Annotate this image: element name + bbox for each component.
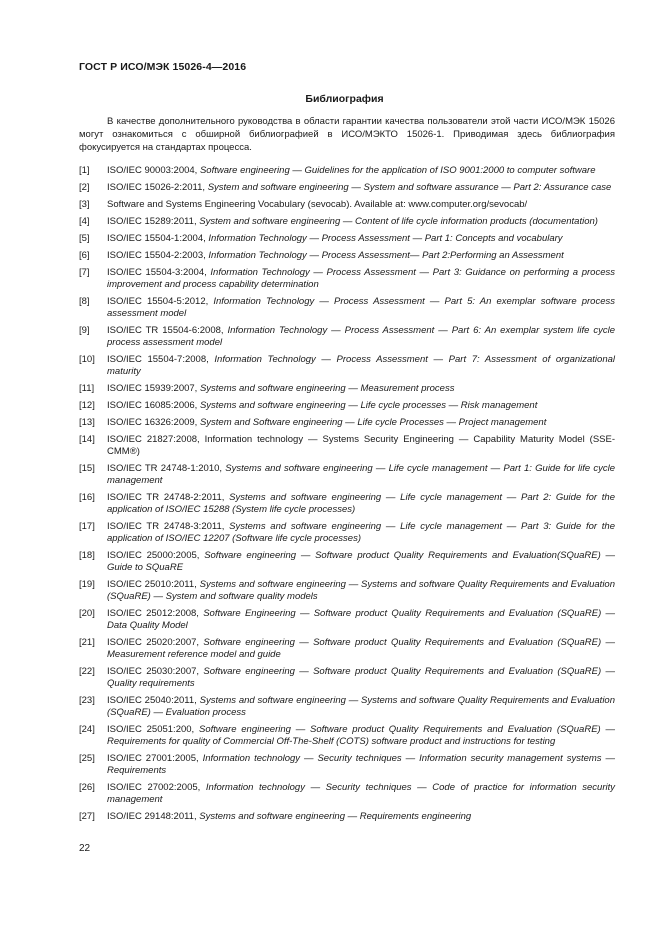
- reference-text: [107, 695, 615, 718]
- reference-text: [107, 417, 546, 428]
- reference-item: [79, 400, 615, 412]
- reference-number: [17]: [79, 521, 95, 532]
- reference-item: [79, 550, 615, 574]
- reference-item: [79, 182, 615, 194]
- reference-number: [14]: [79, 434, 95, 445]
- reference-designation: ISO/IEC 25012:2008,: [107, 608, 204, 619]
- reference-designation: ISO/IEC 15504-7:2008,: [107, 354, 215, 365]
- reference-text: [107, 811, 471, 822]
- reference-number: [18]: [79, 550, 95, 561]
- reference-item: [79, 417, 615, 429]
- reference-designation: ISO/IEC 16085:2006,: [107, 400, 200, 411]
- reference-item: [79, 724, 615, 748]
- reference-designation: ISO/IEC 15504-1:2004,: [107, 233, 209, 244]
- reference-designation: ISO/IEC 27002:2005,: [107, 782, 206, 793]
- reference-number: [25]: [79, 753, 95, 764]
- reference-title: Systems and software engineering — Measurement process: [199, 383, 455, 394]
- reference-text: [107, 782, 615, 805]
- reference-title: Information Technology — Process Assessment — Part 7: Assessment of organizational maturity: [107, 354, 615, 377]
- reference-designation: ISO/IEC 25051:200,: [107, 724, 199, 735]
- reference-text: [107, 400, 537, 411]
- reference-item: [79, 521, 615, 545]
- reference-title: Systems and software engineering — Life cycle management — Part 3: Guide for the application of ISO/IEC 12207 (Software life cycle processes): [107, 521, 616, 544]
- reference-text: [107, 434, 615, 457]
- reference-designation: ISO/IEC TR 24748-2:2011,: [107, 492, 230, 503]
- standard-designation: ГОСТ Р ИСО/МЭК 15026-4—2016: [79, 61, 247, 73]
- reference-item: [79, 782, 615, 806]
- reference-number: [19]: [79, 579, 95, 590]
- reference-item: [79, 579, 615, 603]
- reference-number: [26]: [79, 782, 95, 793]
- reference-title: Information Technology — Process Assessment — Part 1: Concepts and vocabulary: [208, 233, 563, 244]
- reference-text: [107, 637, 615, 660]
- reference-title: Information technology — Security techniques — Information security management systems — Requirements: [107, 753, 615, 776]
- reference-title: Systems and software engineering — Requirements engineering: [199, 811, 472, 822]
- reference-title: Software engineering — Software product Quality Requirements and Evaluation (SQuaRE) — Quality requirements: [107, 666, 616, 689]
- reference-item: [79, 463, 615, 487]
- reference-item: [79, 216, 615, 228]
- reference-designation: ISO/IEC 15504-5:2012,: [107, 296, 214, 307]
- reference-designation: ISO/IEC 16326:2009,: [107, 417, 200, 428]
- reference-number: [16]: [79, 492, 95, 503]
- reference-designation: ISO/IEC 25040:2011,: [107, 695, 200, 706]
- reference-designation: ISO/IEC 15504-2:2003,: [107, 250, 209, 261]
- reference-text: [107, 296, 615, 319]
- reference-designation: ISO/IEC TR 24748-1:2010,: [107, 463, 226, 474]
- reference-item: [79, 811, 615, 823]
- reference-item: [79, 199, 615, 211]
- reference-text: [107, 165, 596, 176]
- reference-designation: ISO/IEC 15939:2007,: [107, 383, 200, 394]
- reference-title: Systems and software engineering — Systems and software Quality Requirements and Evaluation (SQuaRE) — System and software quality models: [107, 579, 615, 602]
- reference-text: [107, 199, 527, 210]
- reference-title: System and software engineering — Content of life cycle information products (documentation): [199, 216, 598, 227]
- reference-designation: ISO/IEC TR 15504-6:2008,: [107, 325, 228, 336]
- reference-number: [3]: [79, 199, 90, 210]
- reference-number: [11]: [79, 383, 95, 394]
- reference-item: [79, 165, 615, 177]
- reference-item: [79, 492, 615, 516]
- reference-title: Systems and software engineering — Life cycle processes — Risk management: [199, 400, 538, 411]
- reference-item: [79, 325, 615, 349]
- reference-number: [2]: [79, 182, 90, 193]
- reference-item: [79, 233, 615, 245]
- reference-text: [107, 233, 563, 244]
- reference-title: Software engineering — Guidelines for the application of ISO 9001:2000 to computer software: [199, 165, 596, 176]
- reference-text: [107, 492, 615, 515]
- reference-text: [107, 608, 615, 631]
- reference-title: Systems and software engineering — Life cycle management — Part 2: Guide for the application of ISO/IEC 15288 (System life cycle processes): [107, 492, 616, 515]
- reference-text: [107, 383, 454, 394]
- reference-designation: ISO/IEC 15504-3:2004,: [107, 267, 211, 278]
- reference-number: [15]: [79, 463, 95, 474]
- reference-text: [107, 724, 615, 747]
- reference-item: [79, 267, 615, 291]
- reference-number: [22]: [79, 666, 95, 677]
- reference-item: [79, 383, 615, 395]
- reference-number: [1]: [79, 165, 90, 176]
- reference-text: [107, 182, 611, 193]
- reference-item: [79, 250, 615, 262]
- reference-number: [13]: [79, 417, 95, 428]
- reference-designation: ISO/IEC 25030:2007,: [107, 666, 204, 677]
- reference-text: [107, 666, 615, 689]
- reference-text: [107, 267, 615, 290]
- reference-item: [79, 354, 615, 378]
- reference-number: [20]: [79, 608, 95, 619]
- reference-text: [107, 521, 615, 544]
- reference-title: Systems and software engineering — Life cycle management — Part 1: Guide for life cycle management: [107, 463, 616, 486]
- reference-text: [107, 216, 598, 227]
- reference-designation: Software and Systems Engineering Vocabulary (sevocab). Available at: www.computer.org/sevocab/: [107, 199, 528, 210]
- reference-designation: ISO/IEC 21827:2008, Information technology — Systems Security Engineering — Capability Maturity Model (SSE-CMM®): [107, 434, 615, 457]
- reference-designation: ISO/IEC 25000:2005,: [107, 550, 205, 561]
- reference-text: [107, 250, 564, 261]
- intro-paragraph: В качестве дополнительного руководства в области гарантии качества пользователи этой части ИСО/МЭК 15026 могут ознакомиться с обширной библиографией в ИСО/МЭКТО 15026-1. Приводимая здесь библиография фокусируется на стандартах процесса.: [79, 116, 615, 153]
- reference-title: Software engineering — Software product Quality Requirements and Evaluation (SQuaRE) — Measurement reference model and guide: [107, 637, 616, 660]
- reference-item: [79, 434, 615, 458]
- reference-item: [79, 666, 615, 690]
- reference-item: [79, 296, 615, 320]
- reference-title: Information Technology — Process Assessment— Part 2:Performing an Assessment: [208, 250, 564, 261]
- reference-number: [24]: [79, 724, 95, 735]
- reference-title: Software engineering — Software product Quality Requirements and Evaluation(SQuaRE) — Guide to SQuaRE: [107, 550, 616, 573]
- reference-text: [107, 753, 615, 776]
- reference-designation: ISO/IEC 27001:2005,: [107, 753, 203, 764]
- reference-text: [107, 550, 615, 573]
- bibliography-heading: Библиография: [305, 93, 384, 105]
- reference-designation: ISO/IEC 90003:2004,: [107, 165, 200, 176]
- reference-list: [79, 165, 615, 828]
- reference-designation: ISO/IEC 15289:2011,: [107, 216, 200, 227]
- reference-title: Systems and software engineering — Systems and software Quality Requirements and Evaluation (SQuaRE) — Evaluation process: [107, 695, 615, 718]
- reference-title: Information Technology — Process Assessment — Part 3: Guidance on performing a process improvement and process capability determination: [107, 267, 615, 290]
- reference-text: [107, 354, 615, 377]
- reference-item: [79, 695, 615, 719]
- reference-number: [8]: [79, 296, 90, 307]
- reference-item: [79, 637, 615, 661]
- reference-title: Information technology — Security techniques — Code of practice for information security management: [107, 782, 616, 805]
- reference-designation: ISO/IEC TR 24748-3:2011,: [107, 521, 230, 532]
- reference-text: [107, 463, 615, 486]
- reference-number: [12]: [79, 400, 95, 411]
- page-number: 22: [79, 843, 91, 854]
- reference-number: [6]: [79, 250, 90, 261]
- reference-designation: ISO/IEC 25010:2011,: [107, 579, 200, 590]
- reference-item: [79, 608, 615, 632]
- reference-text: [107, 325, 615, 348]
- reference-number: [7]: [79, 267, 90, 278]
- reference-number: [4]: [79, 216, 90, 227]
- reference-title: Information Technology — Process Assessment — Part 6: An exemplar system life cycle process assessment model: [107, 325, 615, 348]
- reference-designation: ISO/IEC 15026-2:2011,: [107, 182, 208, 193]
- reference-text: [107, 579, 615, 602]
- reference-designation: ISO/IEC 25020:2007,: [107, 637, 204, 648]
- reference-title: System and software engineering — System and software assurance — Part 2: Assurance case: [207, 182, 612, 193]
- reference-number: [5]: [79, 233, 90, 244]
- reference-number: [9]: [79, 325, 90, 336]
- reference-number: [21]: [79, 637, 95, 648]
- reference-title: Software Engineering — Software product Quality Requirements and Evaluation (SQuaRE) — Data Quality Model: [107, 608, 615, 631]
- reference-title: System and Software engineering — Life cycle Processes — Project management: [199, 417, 547, 428]
- reference-designation: ISO/IEC 29148:2011,: [107, 811, 200, 822]
- reference-title: Software engineering — Software product Quality Requirements and Evaluation (SQuaRE) — Requirements for quality of Commercial Off-The-Shelf (COTS) software product and instructions for testing: [107, 724, 615, 747]
- reference-number: [23]: [79, 695, 95, 706]
- reference-title: Information Technology — Process Assessment — Part 5: An exemplar software process assessment model: [107, 296, 615, 319]
- reference-number: [10]: [79, 354, 95, 365]
- reference-number: [27]: [79, 811, 95, 822]
- reference-item: [79, 753, 615, 777]
